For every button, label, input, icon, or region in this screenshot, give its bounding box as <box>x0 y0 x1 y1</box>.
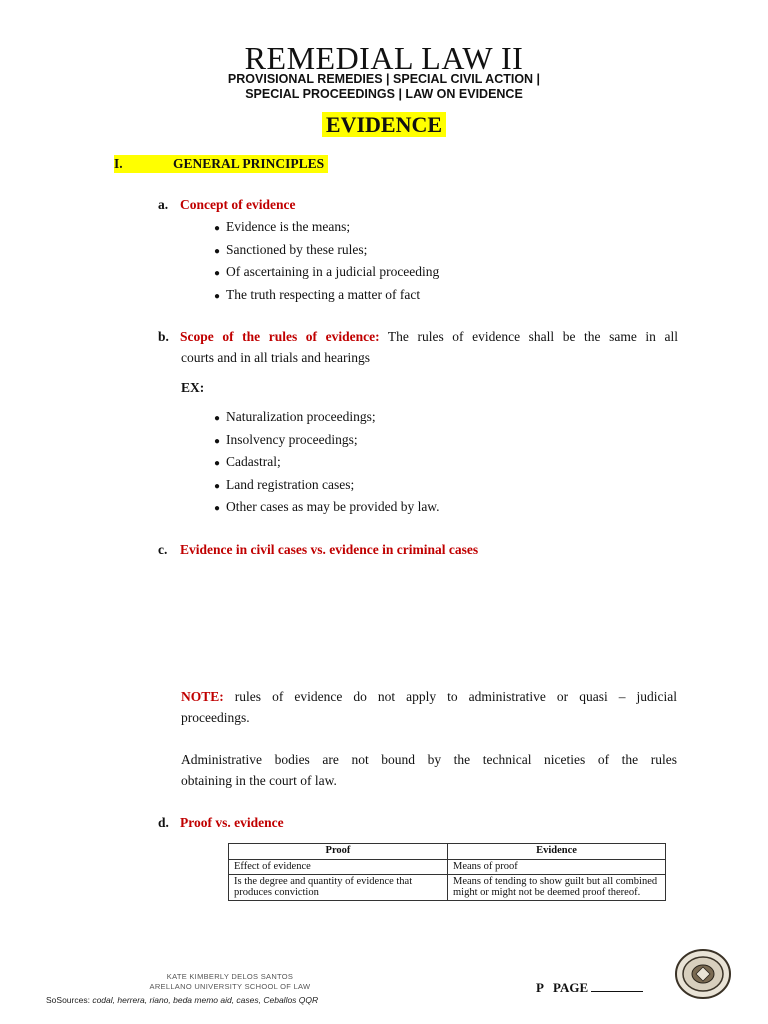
list-item: ● Of ascertaining in a judicial proceeding <box>214 264 440 279</box>
table-cell: Means of tending to show guilt but all combined might or might not be deemed proof thereof. <box>448 874 666 900</box>
item-d-heading <box>158 815 284 831</box>
topic-heading <box>0 112 768 138</box>
item-b-title: Scope of the rules of evidence: <box>180 329 380 344</box>
item-c-letter: c. <box>158 542 168 557</box>
footer-sources <box>46 995 318 1005</box>
item-b-letter: b. <box>158 329 169 344</box>
ex-label: EX: <box>181 380 205 395</box>
table-header-evidence: Evidence <box>448 844 666 860</box>
table-header-row <box>229 844 666 860</box>
sources-label: SoSources: <box>46 995 90 1005</box>
table-header-proof: Proof <box>229 844 448 860</box>
item-a-heading <box>158 197 295 213</box>
item-a-title: Concept of evidence <box>180 197 296 212</box>
item-d-title: Proof vs. evidence <box>180 815 284 830</box>
item-a-letter: a. <box>158 197 169 212</box>
list-item-text: Land registration cases; <box>226 477 355 492</box>
item-c-heading <box>158 542 478 558</box>
proof-vs-evidence-table <box>228 843 666 901</box>
list-item-text: Of ascertaining in a judicial proceeding <box>226 264 440 279</box>
document-subtitle-line1: PROVISIONAL REMEDIES | SPECIAL CIVIL ACTION | <box>227 72 541 86</box>
list-item: ● Cadastral; <box>214 454 281 469</box>
list-item-text: Cadastral; <box>226 454 281 469</box>
topic-heading-text: EVIDENCE <box>322 112 446 137</box>
list-item: ● Sanctioned by these rules; <box>214 242 368 257</box>
list-item: ● Other cases as may be provided by law. <box>214 499 440 514</box>
table-cell: Means of proof <box>448 860 666 875</box>
footer-author: KATE KIMBERLY DELOS SANTOS <box>166 972 294 981</box>
section-number: I. <box>114 156 123 171</box>
item-d-letter: d. <box>158 815 169 830</box>
table-row <box>229 874 666 900</box>
list-item-text: Evidence is the means; <box>226 219 351 234</box>
item-b-text: The rules of evidence shall be the same in all <box>387 329 678 344</box>
page-number-blank <box>591 981 643 992</box>
item-b-text-cont: courts and in all trials and hearings <box>181 350 370 365</box>
item-b-heading <box>158 329 678 345</box>
section-title: GENERAL PRINCIPLES <box>173 156 325 171</box>
list-item: ● The truth respecting a matter of fact <box>214 287 421 302</box>
list-item-text: The truth respecting a matter of fact <box>226 287 421 302</box>
list-item-text: Sanctioned by these rules; <box>226 242 368 257</box>
list-item-text: Other cases as may be provided by law. <box>226 499 440 514</box>
list-item: ● Naturalization proceedings; <box>214 409 376 424</box>
note-text-cont: proceedings. <box>181 710 250 725</box>
list-item-text: Naturalization proceedings; <box>226 409 376 424</box>
note-paragraph-2-cont: obtaining in the court of law. <box>181 773 337 788</box>
table-row <box>229 860 666 875</box>
sources-text: codal, herrera, riano, beda memo aid, cases, Ceballos QQR <box>92 995 319 1005</box>
note-label: NOTE: <box>181 689 224 704</box>
table-cell: Effect of evidence <box>229 860 448 875</box>
footer-school: ARELLANO UNIVERSITY SCHOOL OF LAW <box>149 982 311 991</box>
section-heading <box>114 155 328 173</box>
list-item: ● Evidence is the means; <box>214 219 351 234</box>
item-c-title: Evidence in civil cases vs. evidence in criminal cases <box>180 542 479 557</box>
page-number <box>536 980 643 996</box>
list-item: ● Land registration cases; <box>214 477 355 492</box>
document-title: REMEDIAL LAW II <box>244 40 524 76</box>
note-paragraph-2: Administrative bodies are not bound by the technical niceties of the rules <box>181 752 677 767</box>
note-paragraph <box>181 689 677 705</box>
list-item: ● Insolvency proceedings; <box>214 432 358 447</box>
page-label: P PAGE <box>536 980 589 995</box>
school-seal-logo <box>674 948 732 1000</box>
note-text: rules of evidence do not apply to administrative or quasi – judicial <box>234 689 677 704</box>
table-cell: Is the degree and quantity of evidence that produces conviction <box>229 874 448 900</box>
list-item-text: Insolvency proceedings; <box>226 432 358 447</box>
document-subtitle-line2: SPECIAL PROCEEDINGS | LAW ON EVIDENCE <box>245 87 523 101</box>
